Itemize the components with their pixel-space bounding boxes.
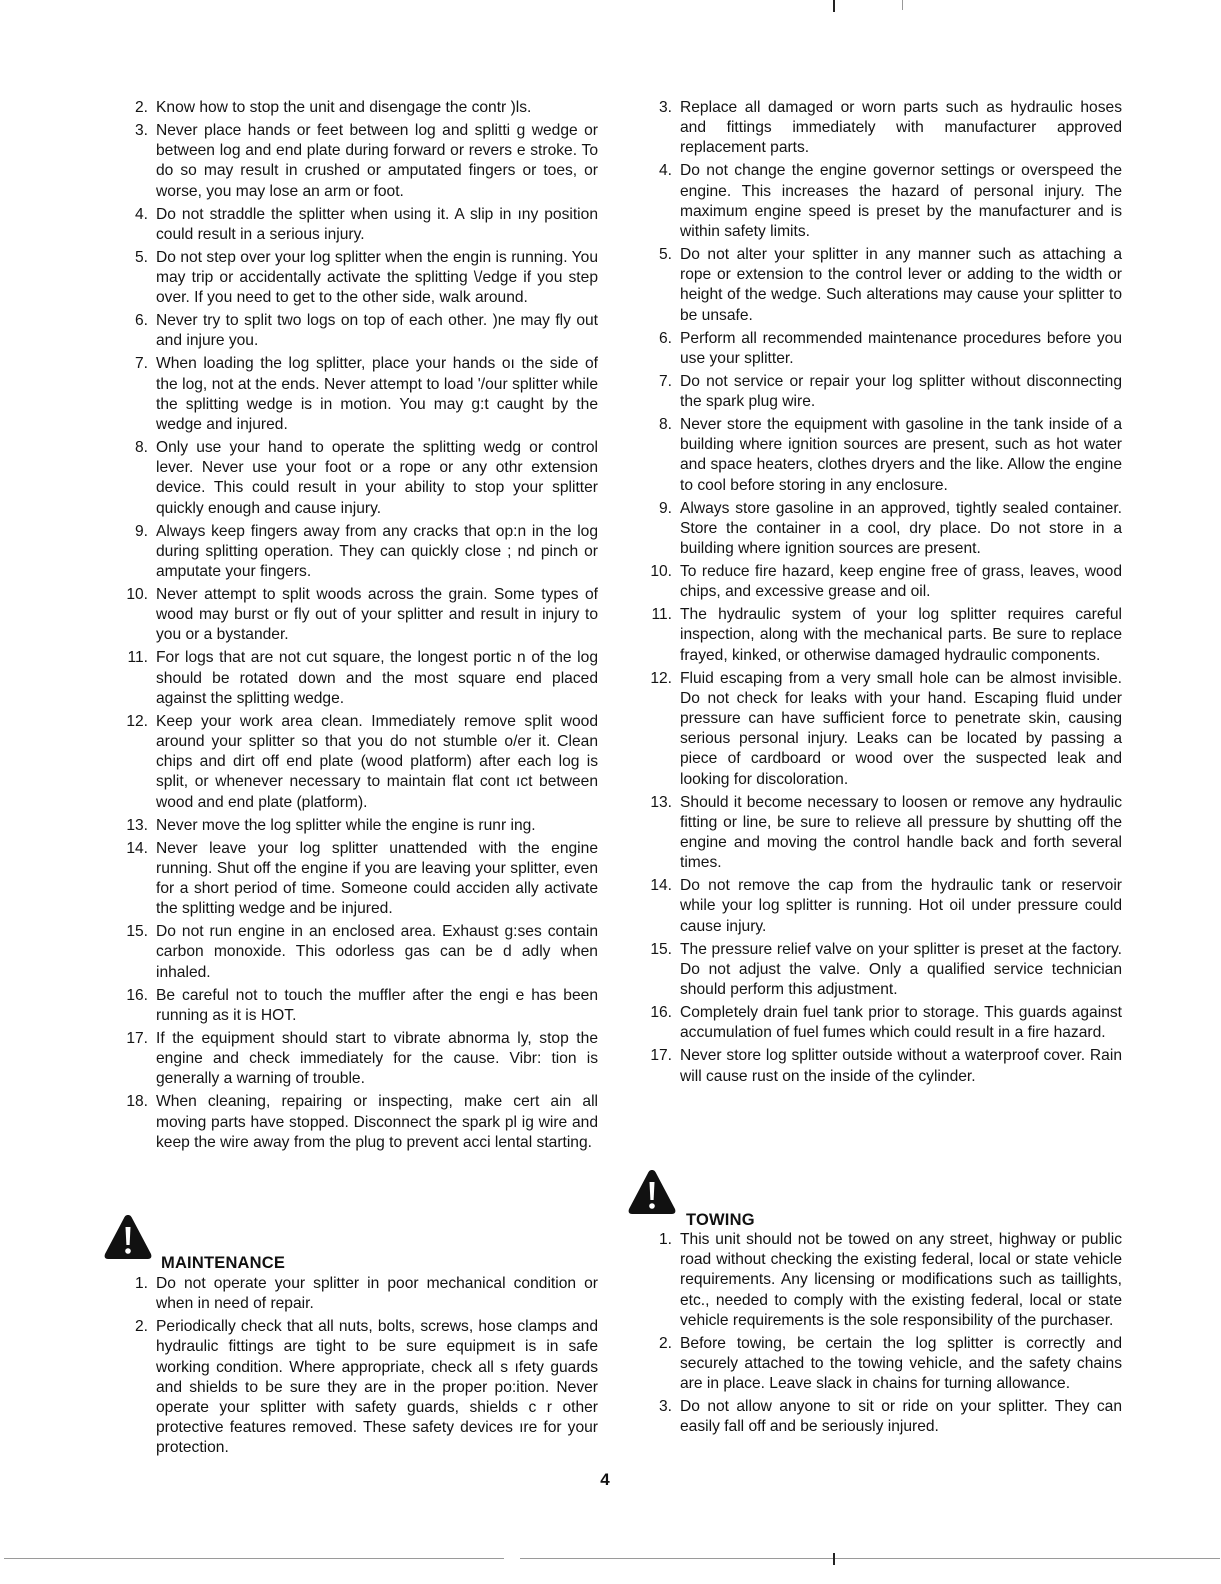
- list-item: 17. If the equipment should start to vibrate abnorma ly, stop the engine and check immediately for the cause. Vibr: tion is generally a warning of trouble.: [126, 1029, 598, 1088]
- list-item: 6. Perform all recommended maintenance procedures before you use your splitter.: [658, 329, 1122, 367]
- list-item: 11. The hydraulic system of your log splitter requires careful inspection, along with the mechanical parts. Be sure to replace frayed, kinked, or otherwise damaged hydraulic components.: [651, 606, 1122, 664]
- right-column: [652, 98, 1122, 1090]
- list-item: 18. When cleaning, repairing or inspecting, make cert ain all moving parts have stopped. Disconnect the spark pl ig wire and keep the wire away from the plug to prevent acci lental starting.: [126, 1093, 598, 1151]
- list-item: 11. For logs that are not cut square, the longest portic n of the log should be rotated down and the most square end placed against the splitting wedge.: [127, 649, 598, 707]
- maintenance-heading: MAINTENANCE: [161, 1254, 286, 1272]
- list-item: 14. Do not remove the cap from the hydraulic tank or reservoir while your log splitter is running. Hot oil under pressure could cause injury.: [650, 877, 1122, 935]
- towing-list: [652, 1230, 1122, 1438]
- towing-heading: TOWING: [686, 1211, 755, 1229]
- list-item: 9. Always keep fingers away from any cracks that op:n in the log during splitting operation. They can quickly close ; nd pinch or amputate your fingers.: [134, 522, 598, 581]
- list-item: 9. Always store gasoline in an approved, tightly sealed container. Store the container in a cool, dry place. Do not store in a building where ignition sources are present.: [658, 499, 1122, 558]
- bottom-rule-left: [4, 1558, 504, 1559]
- list-item: 15. The pressure relief valve on your splitter is preset at the factory. Do not adjust the valve. Only a qualified service technician should perform this adjustment.: [650, 940, 1122, 999]
- list-item: 7. Do not service or repair your log splitter without disconnecting the spark plug wire.: [658, 372, 1122, 411]
- list-item: 5. Do not step over your log splitter when the engin is running. You may trip or accidentally activate the splitting \/edge if you step over. If you need to get to the other side, walk around.: [134, 248, 598, 307]
- list-item: 13. Never move the log splitter while the engine is runr ing.: [126, 816, 536, 834]
- scan-mark-top-faint: [902, 0, 903, 10]
- list-item: 10. To reduce fire hazard, keep engine free of grass, leaves, wood chips, and excessive grease and oil.: [650, 563, 1122, 601]
- list-item: 10. Never attempt to split woods across the grain. Some types of wood may burst or fly out of your splitter and result in injury to you or a bystander.: [126, 586, 598, 644]
- warning-triangle-icon: [103, 1213, 153, 1260]
- bottom-rule-right: [520, 1558, 1220, 1559]
- maintenance-list-container: [128, 1274, 598, 1461]
- list-item: 1. This unit should not be towed on any street, highway or public road without checking the existing federal, local or state vehicle requirements. Any licensing or modifications such as taillights, etc., needed to comply with the existing federal, local or state vehicle requirements is the sole responsibility of the purchaser.: [658, 1231, 1122, 1329]
- warning-triangle-icon: [627, 1168, 677, 1215]
- list-item: 7. When loading the log splitter, place your hands oı the side of the log, not at the ends. Never attempt to load '/our splitter while the splitting wedge is in motion. You may g:t caught by the wedge and injured.: [134, 355, 598, 434]
- scan-mark-bottom: [833, 1553, 835, 1565]
- list-item: 14. Never leave your log splitter unattended with the engine running. Shut off the engine if you are leaving your splitter, even for a short period of time. Someone could acciden ally activate the splitting wedge and be injured.: [126, 839, 598, 918]
- list-item: 16. Be careful not to touch the muffler after the engi e has been running as it is HOT.: [126, 986, 598, 1024]
- list-item: 8. Only use your hand to operate the splitting wedg or control lever. Never use your foot or a rope or any othr extension device. This could result in your ability to stop your splitter quickly enough and cause injury.: [134, 439, 598, 517]
- list-item: 2. Before towing, be certain the log splitter is correctly and securely attached to the towing vehicle, and the safety chains are in place. Leave slack in chains for turning allowance.: [658, 1334, 1122, 1393]
- page-number: 4: [600, 1470, 610, 1489]
- safety-list-left: [128, 98, 598, 1153]
- maintenance-list: [128, 1274, 598, 1459]
- left-column: [128, 98, 598, 1156]
- list-item: 13. Should it become necessary to loosen or remove any hydraulic fitting or line, be sure to relieve all pressure by shutting off the engine and moving the control handle back and forth several times.: [650, 793, 1122, 872]
- list-item: 5. Do not alter your splitter in any manner such as attaching a rope or extension to the control lever or adding to the width or height of the wedge. Such alterations may cause your splitter to be unsafe.: [658, 246, 1122, 324]
- list-item: 3. Never place hands or feet between log and splitti g wedge or between log and end plate during forward or revers e stroke. To do so may result in crushed or amputated fingers or toes, or worse, you may lose an arm or foot.: [134, 122, 598, 200]
- list-item: 2. Know how to stop the unit and disengage the contr )ls.: [134, 99, 532, 116]
- list-item: 17. Never store log splitter outside without a waterproof cover. Rain will cause rust on the inside of the cylinder.: [650, 1047, 1122, 1085]
- list-item: 12. Fluid escaping from a very small hole can be almost invisible. Do not check for leaks with your hand. Escaping fluid under pressure can have sufficient force to penetrate skin, causing serious personal injury. Leaks can be located by passing a piece of cardboard or wood over the suspected leak and looking for discoloration.: [650, 669, 1122, 788]
- scan-mark-top: [833, 0, 835, 12]
- list-item: 8. Never store the equipment with gasoline in the tank inside of a building where ignition sources are present, such as hot water and space heaters, clothes dryers and the like. Allow the engine to cool before storing in any enclosure.: [658, 416, 1122, 494]
- list-item: 4. Do not change the engine governor settings or overspeed the engine. This increases the hazard of personal injury. The maximum engine speed is preset by the manufacturer and is within safety limits.: [658, 162, 1122, 241]
- towing-list-container: [652, 1230, 1122, 1440]
- list-item: 4. Do not straddle the splitter when using it. A slip in ıny position could result in a serious injury.: [134, 205, 598, 243]
- list-item: 15. Do not run engine in an enclosed area. Exhaust g:ses contain carbon monoxide. This odorless gas can be d adly when inhaled.: [126, 923, 598, 981]
- list-item: 16. Completely drain fuel tank prior to storage. This guards against accumulation of fuel fumes which could result in a fire hazard.: [650, 1004, 1122, 1042]
- list-item: 2. Periodically check that all nuts, bolts, screws, hose clamps and hydraulic fittings are tight to be sure equipmeıt is in safe working condition. Where appropriate, check all s ıfety guards and shields to be sure they are in the proper po:ition. Never operate your splitter with safety guards, shields c r other protective features removed. These safety devices ıre for your protection.: [134, 1318, 598, 1457]
- list-item: 1. Do not operate your splitter in poor mechanical condition or when in need of repair.: [134, 1275, 598, 1313]
- list-item: 3. Do not allow anyone to sit or ride on your splitter. They can easily fall off and be seriously injured.: [658, 1398, 1122, 1436]
- list-item: 12. Keep your work area clean. Immediately remove split wood around your splitter so that you do not stumble o/er it. Clean chips and dirt off end plate (wood platform) after each log is split, or whenever necessary to maintain flat cont ıct between wood and end plate (platform).: [126, 712, 598, 811]
- safety-list-right: [652, 98, 1122, 1087]
- list-item: 6. Never try to split two logs on top of each other. )ne may fly out and injure you.: [134, 312, 598, 350]
- list-item: 3. Replace all damaged or worn parts such as hydraulic hoses and fittings immediately with manufacturer approved replacement parts.: [658, 99, 1122, 157]
